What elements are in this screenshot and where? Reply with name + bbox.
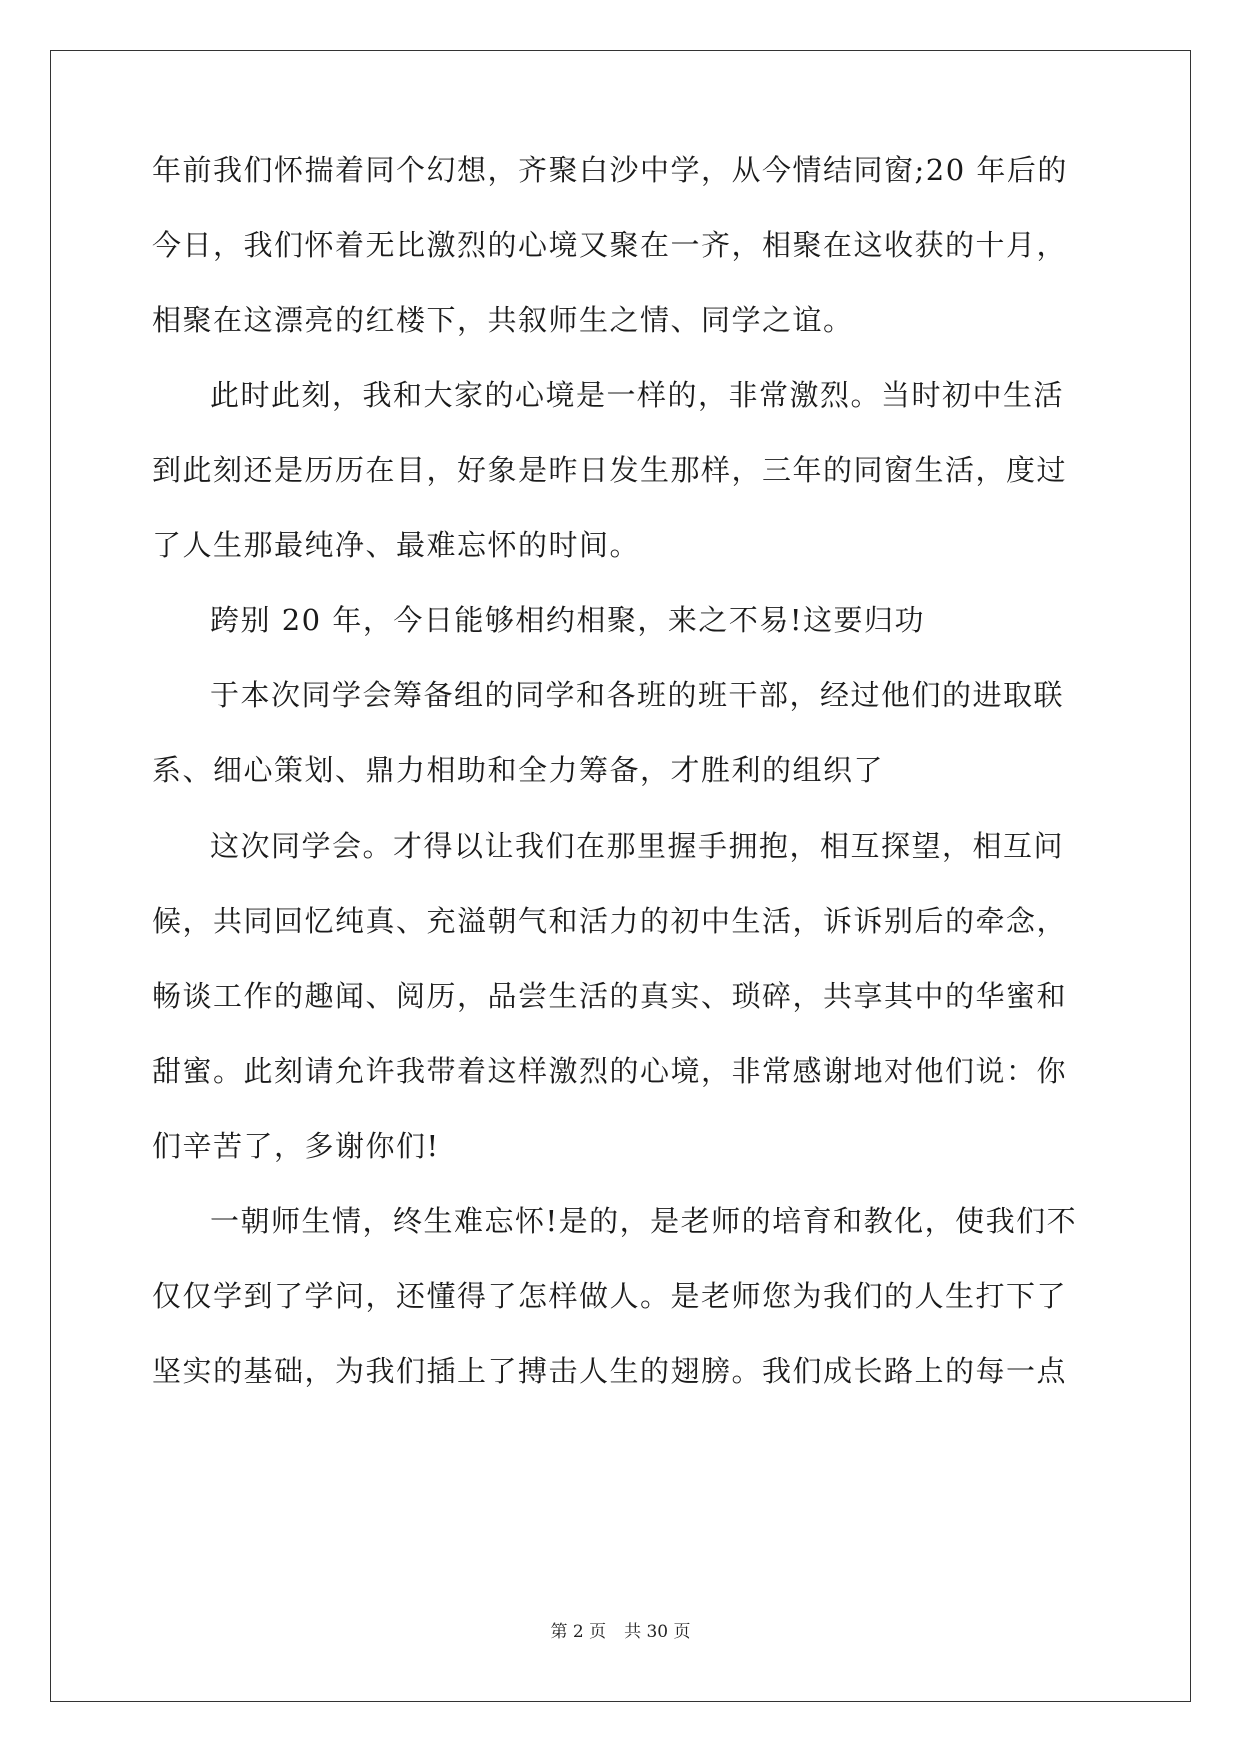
paragraph-start-line: 于本次同学会筹备组的同学和各班的班干部，经过他们的进取联: [210, 678, 1065, 712]
text-line: 甜蜜。此刻请允许我带着这样激烈的心境，非常感谢地对他们说：你: [152, 1054, 1068, 1088]
page-total: 共 30 页: [624, 1622, 691, 1642]
page-footer: [0, 1620, 1241, 1644]
text-line: 候，共同回忆纯真、充溢朝气和活力的初中生活，诉诉别后的牵念，: [152, 904, 1068, 938]
paragraph-start-line: 这次同学会。才得以让我们在那里握手拥抱，相互探望，相互问: [210, 829, 1065, 863]
text-line: 相聚在这漂亮的红楼下，共叙师生之情、同学之谊。: [152, 303, 854, 337]
text-line: 坚实的基础，为我们插上了搏击人生的翅膀。我们成长路上的每一点: [152, 1354, 1068, 1388]
text-line: 到此刻还是历历在目，好象是昨日发生那样，三年的同窗生活，度过: [152, 453, 1068, 487]
page-border: [50, 50, 1191, 1702]
text-line: 仅仅学到了学问，还懂得了怎样做人。是老师您为我们的人生打下了: [152, 1279, 1068, 1313]
text-line: 年前我们怀揣着同个幻想，齐聚白沙中学，从今情结同窗;20 年后的: [152, 153, 1068, 187]
text-line: 系、细心策划、鼎力相助和全力筹备，才胜利的组织了: [152, 753, 885, 787]
text-line: 了人生那最纯净、最难忘怀的时间。: [152, 528, 641, 562]
text-line: 们辛苦了，多谢你们!: [152, 1129, 440, 1163]
paragraph-start-line: 此时此刻，我和大家的心境是一样的，非常激烈。当时初中生活: [210, 378, 1065, 412]
paragraph-start-line: 跨别 20 年，今日能够相约相聚，来之不易!这要归功: [210, 603, 925, 637]
text-line: 畅谈工作的趣闻、阅历，品尝生活的真实、琐碎，共享其中的华蜜和: [152, 979, 1068, 1013]
text-line: 今日，我们怀着无比激烈的心境又聚在一齐，相聚在这收获的十月，: [152, 228, 1068, 262]
paragraph-start-line: 一朝师生情，终生难忘怀!是的，是老师的培育和教化，使我们不: [210, 1204, 1078, 1238]
page-number: 第 2 页: [550, 1622, 607, 1642]
